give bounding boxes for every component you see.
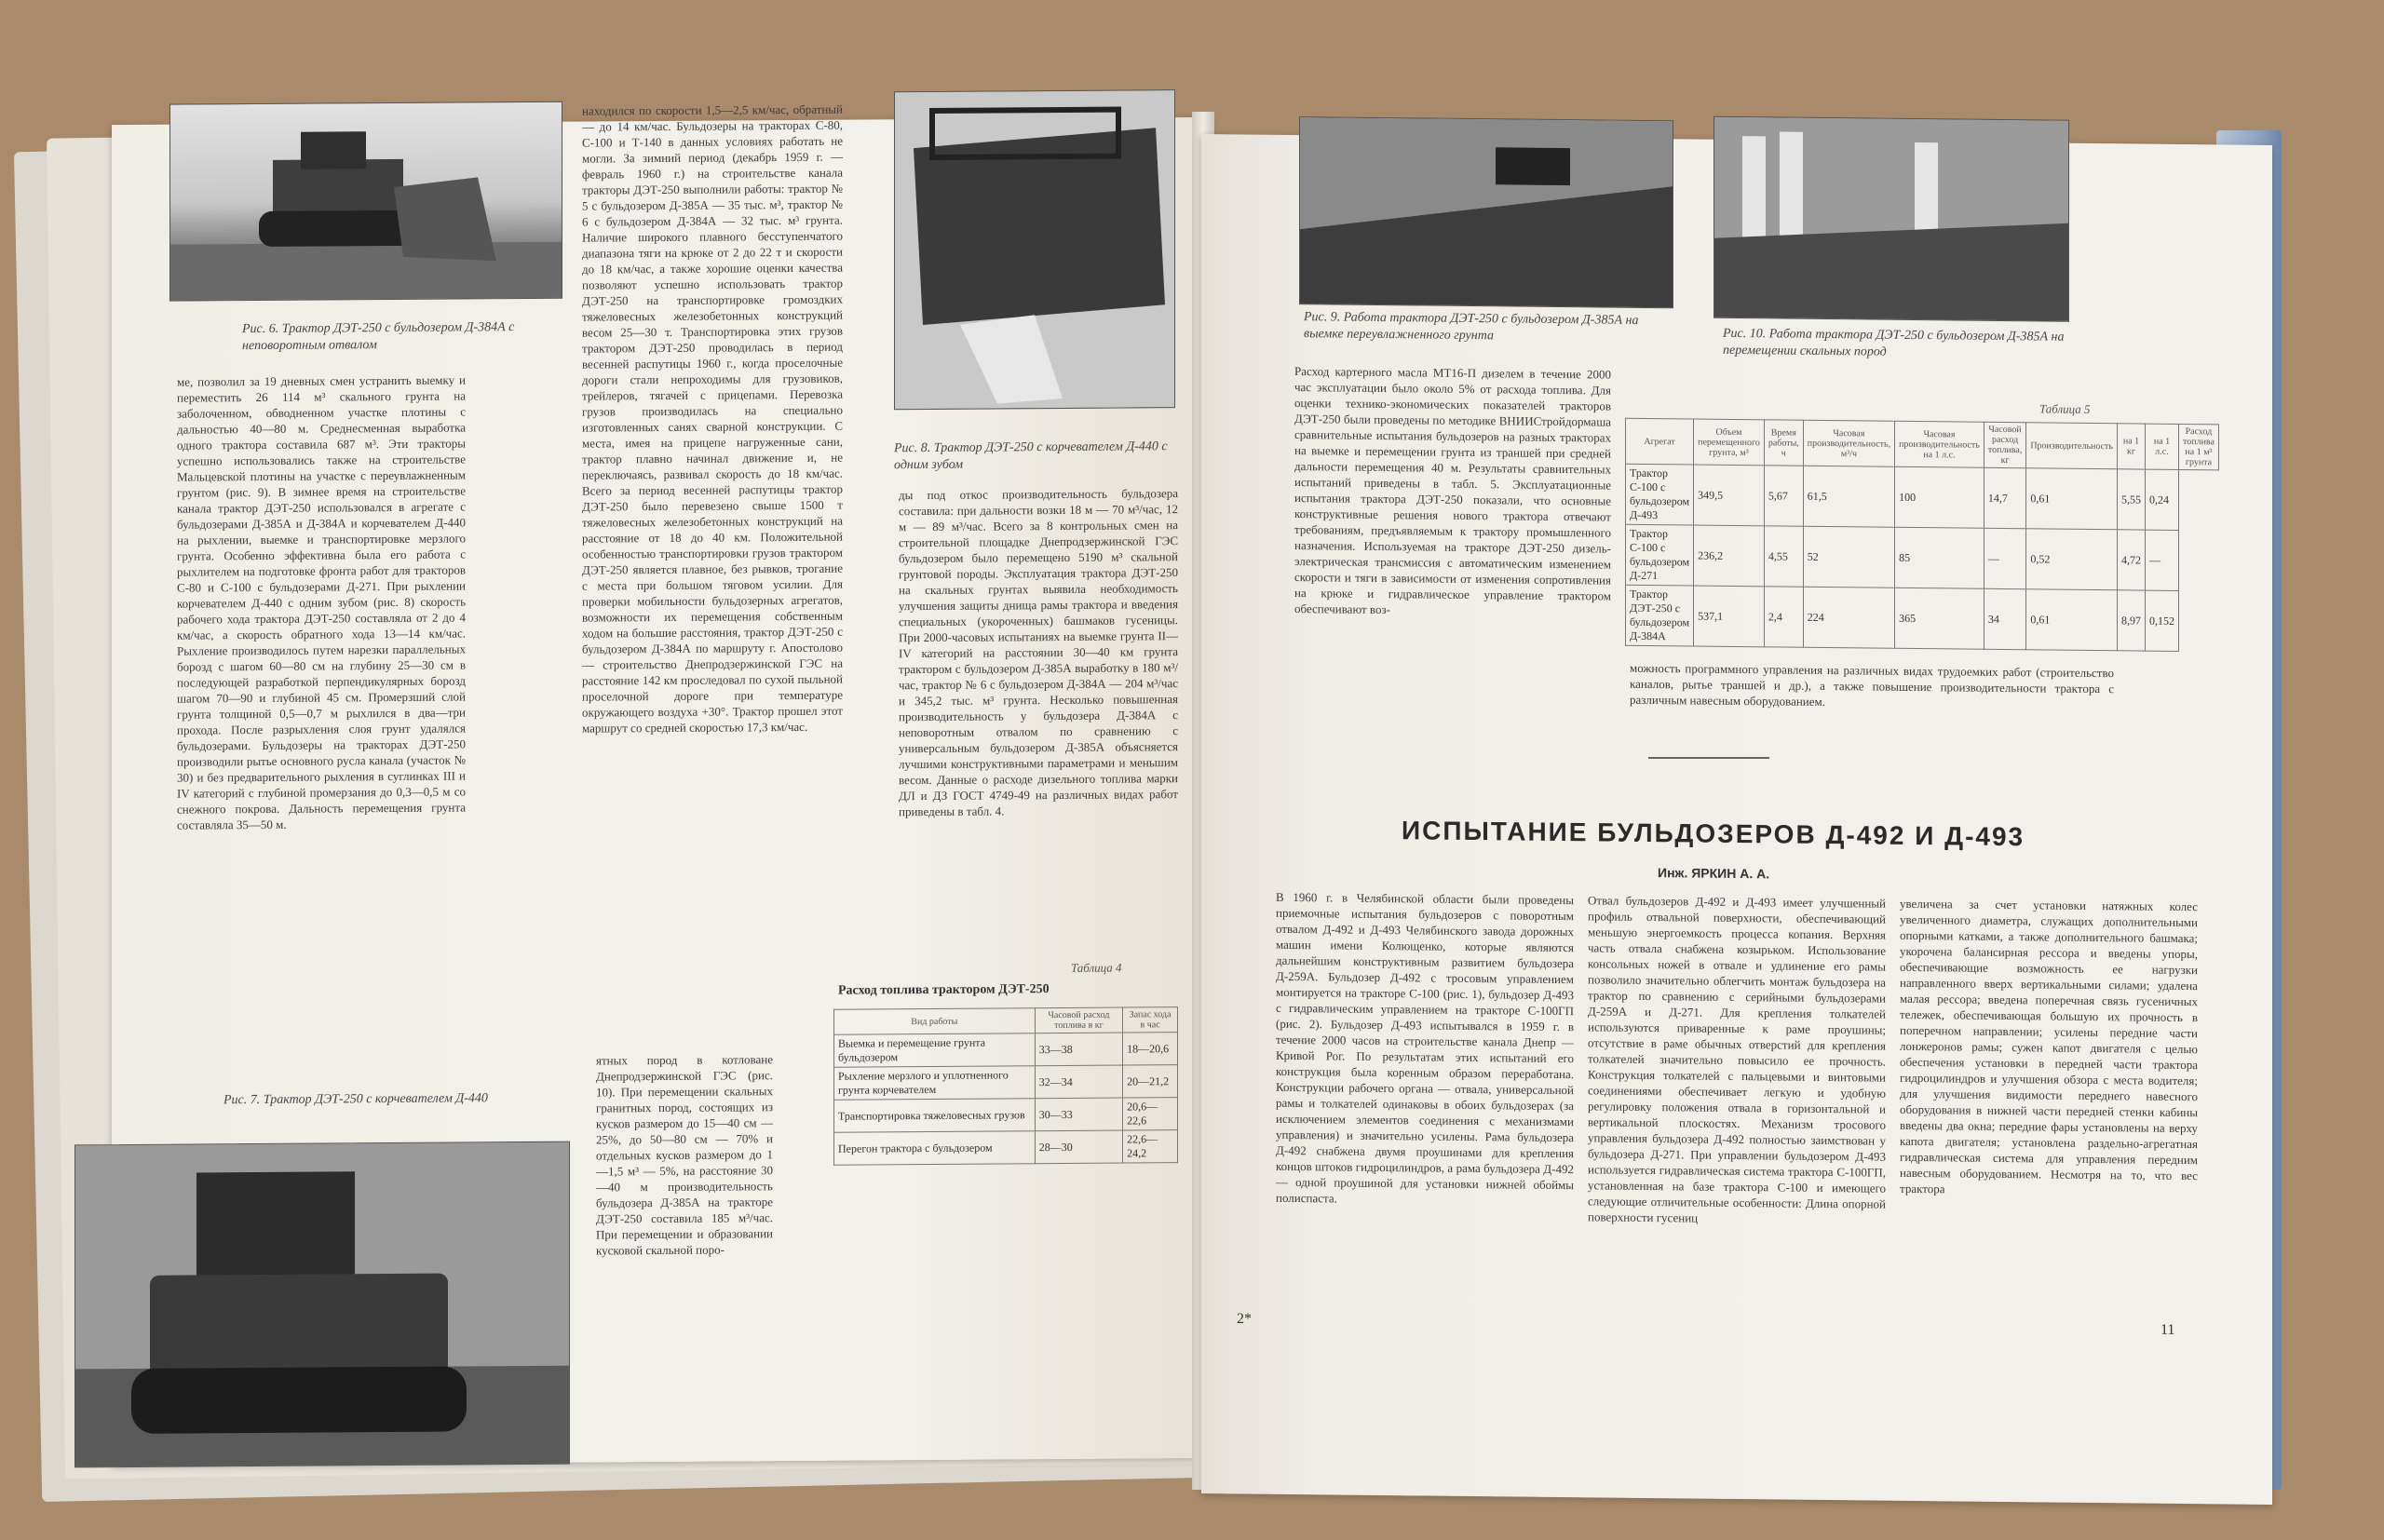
table5-header: Часовой расход топлива, кг: [1984, 422, 2025, 467]
table5-cell: 0,61: [2026, 468, 2118, 530]
table5-cell: Трактор С-100 с бульдозером Д-493: [1626, 464, 1694, 525]
table5-cell: Трактор ДЭТ-250 с бульдозером Д-384А: [1626, 585, 1694, 646]
table4-cell: 20,6—22,6: [1123, 1098, 1178, 1130]
left-col1-text: ме, позволил за 19 дневных смен устранить выемку и переместить 26 114 м³ скального грунта на заболоченном, обводненном участке плотины с дальностью 40—80 м. Среднесменная выработка одного трактора составила 687 м³. Эти тракторы успешно использовались также на строительстве Мальцевской плотины на участке с переувлажненным грунтом (рис. 9). В зимнее время на строительстве канала трактор ДЭТ-250 использовался в агрегате с бульдозерами Д-385А и Д-384А и корчевателем Д-440 на рыхлении, выемке и транспортировке мерзлого грунта. Особенно эффективна была его работа с рыхлителем на подготовке фронта работ для тракторов С-80 и С-100 с бульдозерами Д-271. При рыхлении корчевателем Д-440 с одним зубом (рис. 8) скорость рабочего хода трактора ДЭТ-250 составляла от 2 до 4 км/час, а скорость обратного хода 13—14 км/час. Рыхление производилось путем нарезки параллельных борозд с шагом 60—80 см на глубину 25—30 см в последующей разработкой перпендикулярных борозд шагом 70—90 и глубиной 45 см. Промерзший слой грунта толщиной 0,5—0,7 м рыхлился в два—три прохода. После разрыхления слоя грунт удалялся бульдозерами. Бульдозеры на тракторах ДЭТ-250 производили рытье основного русла канала (участок № 30) и без предварительного рыхления в суглинках III и IV категорий с глубиной промерзания до 0,3—0,5 м со снежного покрова. Дальность перемещения грунта составляла 35—50 м.: [177, 372, 466, 832]
table4-cell: 33—38: [1035, 1033, 1122, 1066]
right-bottom-note: можность программного управления на различных видах трудоемких работ (строительство каналов, рытье траншей и др.), а также повышение производительности трактора с различным навесным оборудованием.: [1630, 660, 2114, 709]
photo-tractor-ripper: [894, 89, 1175, 410]
table4-cell: Транспортировка тяжеловесных грузов: [834, 1099, 1036, 1133]
left-page: [112, 101, 1211, 1466]
table5-cell: 0,152: [2146, 590, 2179, 651]
table4-cell: 20—21,2: [1123, 1065, 1178, 1098]
table5-header: на 1 кг: [2118, 424, 2146, 469]
table5-cell: 236,2: [1694, 525, 1765, 587]
article-col2: Отвал бульдозеров Д-492 и Д-493 имеет улучшенный профиль отвальной поверхности, обеспечивающий меньшую энергоемкость процесса копания. Верхняя часть отвала снабжена козырьком. Использование консольных ножей в отвале и удлинение его рамы позволило значительно облегчить монтаж бульдозера на трактор по сравнению с серийными бульдозерами Д-259А и Д-271. Для крепления толкателей используются приваренные к раме проушины; отсутствие в раме обычных отверстий для крепления толкателей значительно повысило ее прочность. Конструкция толкателей с пальцевыми и винтовыми соединениями обеспечивает легкую и удобную регулировку положения отвала в горизонтальной и вертикальной плоскостях. Механизм тросового управления бульдозера Д-492 полностью заимствован у бульдозера Д-271. При управлении бульдозером Д-493 используется гидравлическая система трактора С-100ГП, установленная на базе трактора С-100 и имеющего следующие отличительные особенности: Длина опорной поверхности гусениц: [1588, 893, 1886, 1225]
wet-ground-illustration: [1300, 117, 1673, 307]
article-col1: В 1960 г. в Челябинской области были проведены приемочные испытания бульдозеров с поворотным отвалом Д-492 и Д-493 Челябинского завода дорожных машин имени Колющенко, которые являются дальнейшим конструктивным развитием бульдозера Д-259А. Бульдозер Д-492 с тросовым управлением монтируется на тракторе С-100 (рис. 1), бульдозер Д-493 с гидравлическим управлением на тракторе С-100ГП (рис. 2). Бульдозер Д-493 испытывался в 1959 г. в течение 2000 часов на строительстве канала Днепр — Кривой Рог. По результатам этих испытаний его конструкция была коренным образом переработана. Конструкции рабочего органа — отвала, универсальной рамы и толкателей одинаковы в обоих бульдозерах (за исключением элементов соединения с механизмами управления) и значительно усилены. Рама бульдозера Д-492 снабжена двумя проушинами для крепления концов штоков гидроцилиндров, а рама бульдозера Д-492 — одной проушиной для установки нижней обоймы полиспаста.: [1276, 889, 1574, 1206]
table5-header: Часовая производительность, м³/ч: [1803, 420, 1894, 466]
table4-header: Вид работы: [834, 1008, 1036, 1035]
table5-cell: —: [2146, 530, 2179, 590]
table4-cell: 28—30: [1035, 1130, 1122, 1164]
table4-cell: Рыхление мерзлого и уплотненного грунта корчевателем: [834, 1066, 1036, 1101]
table5-cell: 349,5: [1694, 465, 1765, 526]
table5-cell: 2,4: [1764, 587, 1803, 647]
table5-cell: 0,52: [2026, 529, 2118, 590]
table5: [1625, 418, 2215, 651]
table4-cell: 18—20,6: [1123, 1033, 1178, 1065]
table4-cell: 22,6—24,2: [1123, 1130, 1178, 1163]
table4-cell: 32—34: [1035, 1065, 1122, 1099]
table5-cell: 537,1: [1694, 586, 1765, 647]
table-row: [1626, 585, 2219, 652]
right-top-text: Расход картерного масла МТ16-П дизелем в течение 2000 час эксплуатации было около 5% от расхода топлива. Для оценки технико-экономических показателей тракторов ДЭТ-250 были проведены по методике ВНИИСтройдормаша сравнительные испытания бульдозеров на разных тракторах на выемке и перемещении грунта из траншей при средней дальности перемещения 40 м. Результаты сравнительных испытаний приведены в табл. 5. Эксплуатационные испытания трактора ДЭТ-250 показали, что основные конструктивные решения нового трактора отвечают требованиям, предъявляемым к трактору промышленного назначения. Используемая на тракторе ДЭТ-250 дизель-электрическая трансмиссия с автоматическим изменением скорости и тяги в зависимости от изменения сопротивления на крюке и гидравлическое управление трактором обеспечивают воз-: [1294, 364, 1611, 617]
table-row: [834, 1033, 1178, 1068]
table4-cell: 30—33: [1035, 1098, 1122, 1131]
table5-cell: 4,55: [1764, 526, 1803, 587]
table4-cell: Перегон трактора с бульдозером: [834, 1131, 1036, 1166]
table5-cell: 61,5: [1803, 466, 1894, 527]
table5-cell: 5,55: [2118, 469, 2146, 530]
table5-header: Производительность: [2026, 423, 2118, 469]
article-col3: увеличена за счет установки натяжных колес увеличенного диаметра, служащих дополнительными опорными катками, а также дополнительного башмака; укорочена балансирная рессора и введены упоры, обеспечивающие возможность ее нагрузки направленного вверх вертикальными силами; удалена малая рессора; введена поперечная связь гусеничных тележек, обеспечивающая большую их прочность в поперечном направлении; усилены передние части лонжеронов рамы; сужен капот двигателя с целью обеспечения установки в передней части трактора гидроцилиндров и улучшения обзора с места водителя; для улучшения видимости переднего навесного оборудования в нижней части передней стенки кабины введены два окна; передние фары установлены на верху капота двигателя; установлена раздельно-агрегатная гидравлическая система для управления передним навесным оборудованием. Несмотря на то, что вес трактора: [1900, 896, 2198, 1196]
table5-header: Часовая производительность на 1 л.с.: [1895, 421, 1984, 467]
table-row: [834, 1065, 1178, 1101]
caption-fig6: Рис. 6. Трактор ДЭТ-250 с бульдозером Д-384А с неповоротным отвалом: [242, 320, 515, 354]
table4-header: Запас хода в час: [1123, 1007, 1178, 1033]
table4-header: Часовой расход топлива в кг: [1035, 1007, 1122, 1033]
table5-cell: 34: [1984, 588, 2025, 649]
photo-tractor-ripper-large: [74, 1141, 570, 1468]
table-row: [1626, 524, 2219, 591]
left-col2-text: находился по скорости 1,5—2,5 км/час, обратный — до 14 км/час. Бульдозеры на тракторах С-80, С-100 и Т-140 в данных условиях работать не могли. За зимний период (декабрь 1959 г. — февраль 1960 г.) на строительстве канала тракторы ДЭТ-250 выполнили работы: трактор № 5 с бульдозером Д-385А — 35 тыс. м³, трактор № 6 с бульдозером Д-384А — 32 тыс. м³ грунта. Наличие широкого плавного бесступенчатого диапазона тяги на крюке от 2 до 22 т и скорости до 18 км/час, а также хорошие оценки качества позволяют успешно использовать трактор ДЭТ-250 на транспортировке громоздких тяжеловесных железобетонных конструкций весом 25—30 т. Транспортировка этих грузов трактором ДЭТ-250 проводилась в период весенней распутицы 1960 г., когда проселочные дороги стали непроходимы для грузовиков, трейлеров, тягачей с прицепами. Перевозка грузов производилась на специально изготовленных санях сварной конструкции. С места, имея на прицепе нагруженные сани, трактор плавно начинал движение и, не переключаясь, развивал скорость до 18 км/час. Всего за период весенней распутицы трактор ДЭТ-250 было перевезено свыше 1500 т тяжеловесных железобетонных конструкций на расстояние от 18 до 40 км. Положительной особенностью транспортировки грузов трактором ДЭТ-250 является плавное, без рывков, трогание с места при большом тяговом усилии. Для проверки мобильности бульдозерных агрегатов, возможности их перемещения собственным ходом на большие расстояния, трактор ДЭТ-250 с бульдозером Д-384А по маршруту г. Апостолово — строительство Днепродзержинской ГЭС на расстояние 142 км проследовал по сухой пыльной проселочной дороге при температуре окружающего воздуха +30°. Трактор прошел этот маршрут со средней скоростью 17,3 км/час.: [582, 101, 843, 736]
page-number-left: 2*: [1237, 1311, 1252, 1327]
left-col4-text: ятных пород в котловане Днепродзержинской ГЭС (рис. 10). При перемещении скальных гранитных пород, состоящих из кусков размером до 15—40 см — 25%, до 50—80 см — 70% и отдельных кусков размером до 1—1,5 м³ — 5%, на расстояние 30—40 м производительность бульдозера Д-385А на тракторе ДЭТ-250 составила 185 м³/час. При перемещении и образовании кусковой скальной поро-: [596, 1052, 773, 1258]
table5-cell: 14,7: [1984, 467, 2025, 528]
table5-label: Таблица 5: [2039, 401, 2091, 416]
table5-cell: 8,97: [2118, 590, 2146, 651]
caption-fig8: Рис. 8. Трактор ДЭТ-250 с корчевателем Д-440 с одним зубом: [894, 439, 1168, 473]
table5-cell: 4,72: [2118, 530, 2146, 590]
table5-header: на 1 л.с.: [2146, 424, 2179, 469]
ripper-illustration: [895, 90, 1174, 409]
table-row: [1626, 464, 2219, 531]
table5-header: Агрегат: [1626, 418, 1694, 465]
table5-cell: 5,67: [1764, 466, 1803, 526]
table5-cell: 0,61: [2026, 589, 2118, 651]
table4-label: Таблица 4: [1071, 960, 1122, 975]
table4-title: Расход топлива трактором ДЭТ-250: [838, 982, 1050, 998]
table5-cell: Трактор С-100 с бульдозером Д-271: [1626, 524, 1694, 586]
left-col3-text: ды под откос производительность бульдозера составила: при дальности возки 18 м — 70 м³/час, 12 м — 89 м³/час. Всего за 8 контрольных смен на строительной площадке Днепродзержинской ГЭС бульдозером было перемещено 5190 м³ скальной грунтовой породы. Эксплуатация трактора ДЭТ-250 на скальных грунтах выявила необходимость улучшения защиты днища рамы трактора и введения специальных (укороченных) башмаков гусеницы. При 2000-часовых испытаниях на выемке грунта II—IV категорий на расстоянии 30—40 км грунта трактором с бульдозером Д-385А выработку в 180 м³/час, трактор № 6 с бульдозером Д-384А — 204 м³/час и 345,2 тыс. м³ грунта. Несколько повышенная производительность у бульдозера Д-384А с неповоротным отвалом по сравнению с универсальным бульдозером Д-385А объясняется лучшими конструктивными параметрами и меньшим весом. Данные о расходе дизельного топлива марки ДЛ и ДЗ ГОСТ 4749-49 на различных видах работ приведены в табл. 4.: [899, 486, 1178, 819]
right-page: [1201, 134, 2272, 1505]
table5-cell: 0,24: [2146, 469, 2179, 530]
table5-header: Время работы, ч: [1764, 420, 1803, 466]
table-row: [834, 1130, 1178, 1166]
rocks-illustration: [1714, 117, 2068, 321]
table5-cell: 100: [1895, 466, 1984, 528]
table5-cell: 85: [1895, 527, 1984, 588]
caption-fig7: Рис. 7. Трактор ДЭТ-250 с корчевателем Д-440: [224, 1091, 488, 1108]
caption-fig9: Рис. 9. Работа трактора ДЭТ-250 с бульдозером Д-385А на выемке переувлажненного грунта: [1304, 310, 1639, 344]
tractor-large-illustration: [75, 1142, 569, 1467]
table5-header: Объем перемещенного грунта, м³: [1694, 419, 1765, 466]
article-title: ИСПЫТАНИЕ БУЛЬДОЗЕРОВ Д-492 И Д-493: [1402, 816, 2025, 852]
table4-cell: Выемка и перемещение грунта бульдозером: [834, 1033, 1036, 1068]
table5-cell: —: [1984, 528, 2025, 588]
tractor-illustration: [170, 102, 562, 301]
section-divider: [1648, 757, 1769, 759]
photo-tractor-bulldozer: [169, 101, 562, 302]
table4: [833, 1006, 1178, 1166]
table-row: [834, 1098, 1178, 1133]
table5-cell: 52: [1803, 526, 1894, 588]
table5-cell: 365: [1895, 588, 1984, 649]
photo-tractor-wet-ground: [1299, 116, 1673, 308]
photo-tractor-rocks: [1714, 116, 2069, 322]
article-author: Инж. ЯРКИН А. А.: [1658, 865, 1770, 882]
page-number-right: 11: [2160, 1321, 2175, 1338]
table5-header: Расход топлива на 1 м³ грунта: [2179, 424, 2219, 469]
table5-cell: 224: [1803, 587, 1894, 648]
caption-fig10: Рис. 10. Работа трактора ДЭТ-250 с бульдозером Д-385А на перемещении скальных пород: [1723, 326, 2065, 359]
